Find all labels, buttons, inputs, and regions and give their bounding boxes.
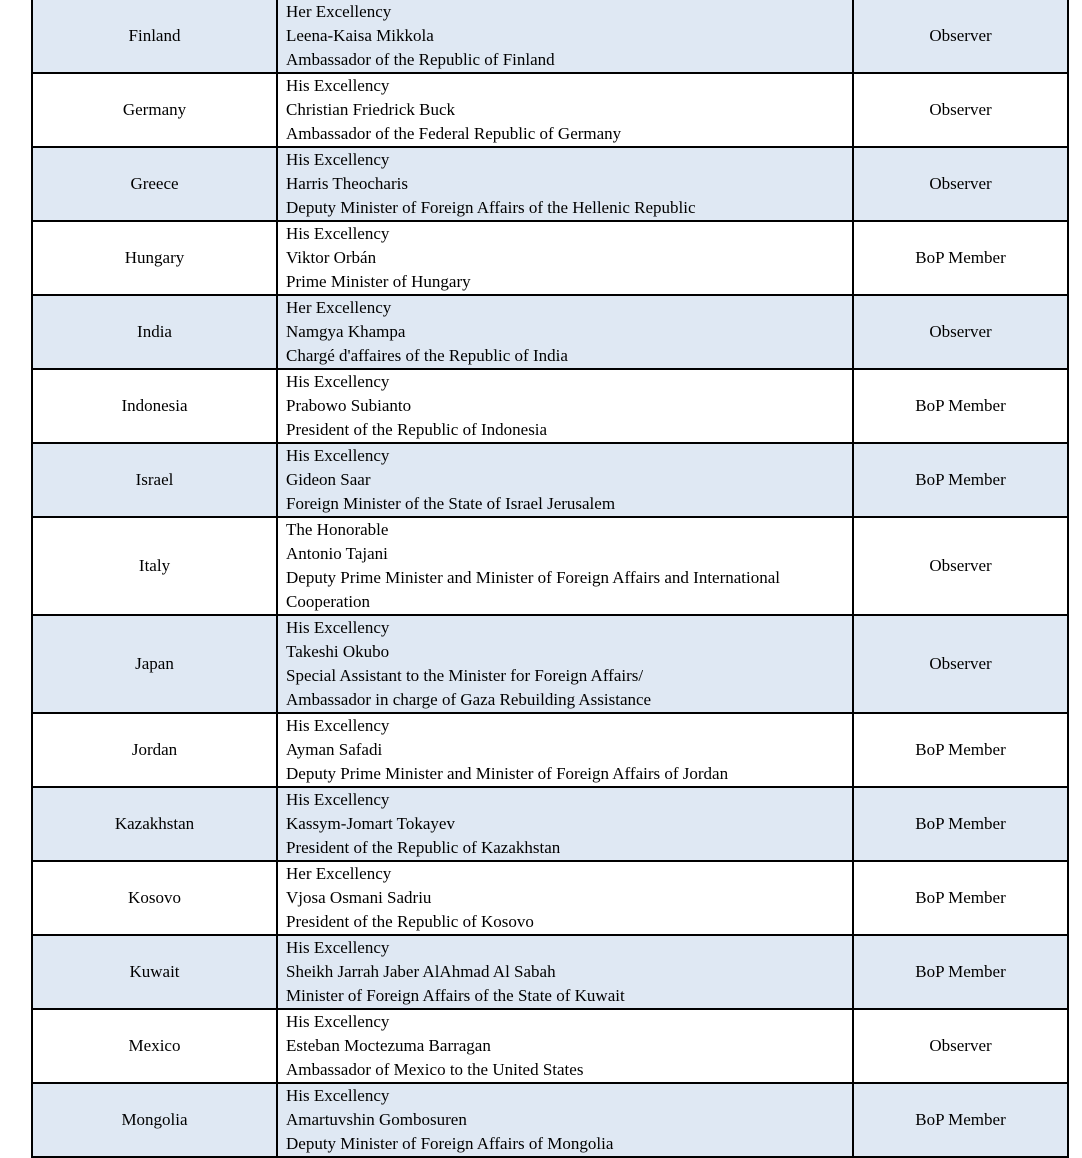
participants-table: [31, 0, 1069, 1158]
representative-cell: [277, 1009, 853, 1083]
country-cell: Hungary: [32, 221, 277, 295]
representative-title: His Excellency: [286, 618, 390, 637]
representative-title: His Excellency: [286, 1086, 390, 1105]
representative-cell: [277, 443, 853, 517]
representative-position: Chargé d'affaires of the Republic of India: [286, 346, 568, 365]
table-row-indonesia: [32, 369, 1068, 443]
representative-position: Deputy Prime Minister and Minister of Foreign Affairs and International: [286, 568, 781, 587]
representative-position: Deputy Minister of Foreign Affairs of the Hellenic Republic: [286, 198, 696, 217]
representative-cell: [277, 713, 853, 787]
representative-title: Her Excellency: [286, 298, 392, 317]
representative-name: Amartuvshin Gombosuren: [286, 1110, 467, 1129]
representative-cell: [277, 787, 853, 861]
representative-name: Vjosa Osmani Sadriu: [286, 888, 432, 907]
representative-position: President of the Republic of Kazakhstan: [286, 838, 561, 857]
status-cell: BoP Member: [853, 787, 1068, 861]
representative-cell: [277, 221, 853, 295]
status-cell: BoP Member: [853, 369, 1068, 443]
representative-name: Antonio Tajani: [286, 544, 388, 563]
representative-title: His Excellency: [286, 938, 390, 957]
country-cell: Italy: [32, 517, 277, 615]
representative-cell: [277, 369, 853, 443]
representative-position: Ambassador of the Federal Republic of Germany: [286, 124, 622, 143]
representative-title: Her Excellency: [286, 864, 392, 883]
country-cell: Kazakhstan: [32, 787, 277, 861]
representative-cell: [277, 935, 853, 1009]
representative-position: President of the Republic of Kosovo: [286, 912, 534, 931]
table-row-germany: [32, 73, 1068, 147]
table-row-japan: [32, 615, 1068, 713]
representative-name: Gideon Saar: [286, 470, 371, 489]
representative-position: Minister of Foreign Affairs of the State of Kuwait: [286, 986, 625, 1005]
status-cell: BoP Member: [853, 443, 1068, 517]
representative-position-continued: Cooperation: [286, 592, 371, 611]
representative-cell: [277, 615, 853, 713]
representative-name: Kassym-Jomart Tokayev: [286, 814, 455, 833]
country-cell: Mongolia: [32, 1083, 277, 1157]
representative-cell: [277, 147, 853, 221]
representative-name: Ayman Safadi: [286, 740, 383, 759]
country-cell: Greece: [32, 147, 277, 221]
representative-title: His Excellency: [286, 716, 390, 735]
country-cell: India: [32, 295, 277, 369]
country-cell: Germany: [32, 73, 277, 147]
status-cell: BoP Member: [853, 935, 1068, 1009]
representative-title: His Excellency: [286, 224, 390, 243]
country-cell: Mexico: [32, 1009, 277, 1083]
table-row-mexico: [32, 1009, 1068, 1083]
representative-position-continued: Ambassador in charge of Gaza Rebuilding Assistance: [286, 690, 652, 709]
representative-position: Deputy Minister of Foreign Affairs of Mongolia: [286, 1134, 614, 1153]
representative-cell: [277, 861, 853, 935]
representative-name: Namgya Khampa: [286, 322, 406, 341]
status-cell: BoP Member: [853, 1083, 1068, 1157]
country-cell: Kosovo: [32, 861, 277, 935]
status-cell: Observer: [853, 615, 1068, 713]
representative-position: Deputy Prime Minister and Minister of Foreign Affairs of Jordan: [286, 764, 729, 783]
table-row-italy: [32, 517, 1068, 615]
table-row-india: [32, 295, 1068, 369]
status-cell: Observer: [853, 73, 1068, 147]
table-row-kosovo: [32, 861, 1068, 935]
representative-name: Sheikh Jarrah Jaber AlAhmad Al Sabah: [286, 962, 556, 981]
representative-cell: [277, 1083, 853, 1157]
table-row-mongolia: [32, 1083, 1068, 1157]
representative-position: President of the Republic of Indonesia: [286, 420, 548, 439]
representative-cell: [277, 0, 853, 73]
representative-position: Prime Minister of Hungary: [286, 272, 471, 291]
representative-position: Special Assistant to the Minister for Foreign Affairs/: [286, 666, 644, 685]
table-row-kuwait: [32, 935, 1068, 1009]
representative-title: His Excellency: [286, 76, 390, 95]
status-cell: Observer: [853, 295, 1068, 369]
table-row-israel: [32, 443, 1068, 517]
representative-cell: [277, 73, 853, 147]
country-cell: Japan: [32, 615, 277, 713]
table-row-kazakhstan: [32, 787, 1068, 861]
representative-title: His Excellency: [286, 1012, 390, 1031]
representative-name: Leena-Kaisa Mikkola: [286, 26, 434, 45]
status-cell: BoP Member: [853, 221, 1068, 295]
table-row-hungary: [32, 221, 1068, 295]
representative-position: Ambassador of Mexico to the United States: [286, 1060, 584, 1079]
participants-table-body: [32, 0, 1068, 1157]
representative-name: Harris Theocharis: [286, 174, 408, 193]
status-cell: Observer: [853, 517, 1068, 615]
representative-name: Prabowo Subianto: [286, 396, 412, 415]
table-row-jordan: [32, 713, 1068, 787]
representative-name: Esteban Moctezuma Barragan: [286, 1036, 491, 1055]
representative-title: His Excellency: [286, 790, 390, 809]
representative-position: Foreign Minister of the State of Israel Jerusalem: [286, 494, 616, 513]
status-cell: Observer: [853, 0, 1068, 73]
representative-cell: [277, 295, 853, 369]
status-cell: BoP Member: [853, 861, 1068, 935]
representative-title: His Excellency: [286, 372, 390, 391]
table-row-greece: [32, 147, 1068, 221]
representative-name: Takeshi Okubo: [286, 642, 390, 661]
status-cell: Observer: [853, 1009, 1068, 1083]
status-cell: Observer: [853, 147, 1068, 221]
representative-cell: [277, 517, 853, 615]
representative-title: His Excellency: [286, 446, 390, 465]
status-cell: BoP Member: [853, 713, 1068, 787]
table-row-finland: [32, 0, 1068, 73]
representative-name: Christian Friedrick Buck: [286, 100, 456, 119]
country-cell: Finland: [32, 0, 277, 73]
country-cell: Jordan: [32, 713, 277, 787]
representative-title: The Honorable: [286, 520, 389, 539]
representative-title: Her Excellency: [286, 2, 392, 21]
representative-name: Viktor Orbán: [286, 248, 377, 267]
country-cell: Kuwait: [32, 935, 277, 1009]
representative-title: His Excellency: [286, 150, 390, 169]
country-cell: Israel: [32, 443, 277, 517]
country-cell: Indonesia: [32, 369, 277, 443]
representative-position: Ambassador of the Republic of Finland: [286, 50, 555, 69]
